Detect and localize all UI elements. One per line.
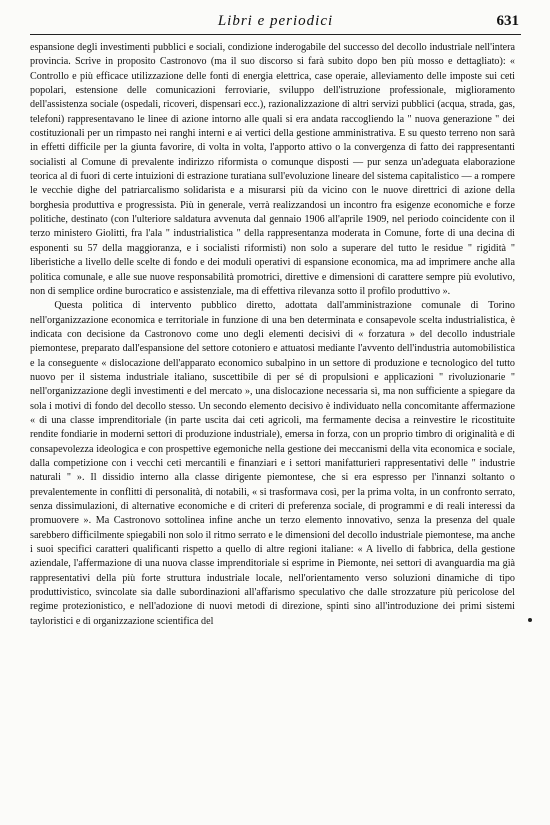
body-text	[30, 41, 515, 629]
paragraph: Questa politica di intervento pubblico diretto, adottata dall'amministrazione comunale di Torino nell'organizzazione economica e territoriale in funzione di una ben determinata e consapevole scelta industrialistica, è indicata con decisione da Castronovo come uno degli elementi decisivi di « forzatura » del decollo industriale piemontese, preparato dall'espansione del settore cotoniero e attuatosi mediante l'avvento dell'industria automobilistica e la conseguente « dislocazione dell'apparato economico subalpino in un settore di produzione e tecnologico del tutto nuovo per il sistema industriale italiano, suscettibile di per sé di propulsioni e applicazioni " rivoluzionarie " nell'organizzazione degli investimenti e del mercato », una dislocazione necessaria sì, ma non sufficiente a spiegare da sola i motivi di fondo del decollo stesso. Un secondo elemento decisivo è individuato nella concomitante affermazione « di una classe imprenditoriale (in parte uscita dai ceti agricoli, ma fermamente decisa a reinvestire le ricostituite rendite fondiarie in moderni settori di produzione industriale), emersa in forza, con un proprio timbro di originalità e di consapevolezza ideologica e con prospettive egemoniche nella gestione dei meccanismi della vita economica e sociale, dalla competizione con i vecchi ceti mercantili e finanziari e i settori manifatturieri rappresentativi delle " industrie naturali " ». Il dissidio interno alla classe dirigente piemontese, che si era espresso per l'innanzi soltanto o prevalentemente in conflitti di personalità, di notabili, « si trasformava così, per la prima volta, in un confronto serrato, senza dissimulazioni, di alternative economiche e di criteri di preferenza sociale, di programmi e di reali interessi da promuovere ». Ma Castronovo sottolinea infine anche un terzo elemento innovativo, senza la presenza del quale sarebbero difficilmente spiegabili non solo il ritmo serrato e le dimensioni del decollo industriale piemontese, ma anche i suoi specifici caratteri qualificanti rispetto a quello di altre regioni italiane: « A livello di fabbrica, della gestione aziendale, l'affermazione di una nuova classe imprenditoriale si esprime in Piemonte, nei settori di avanguardia ma già rappresentativi della più forte struttura industriale locale, nell'orientamento verso soluzioni dinamiche di tipo produttivistico, svincolate sia dalle subordinazioni all'affarismo speculativo che dalle strozzature più pericolose del regime protezionistico, e nell'adozione di nuovi metodi di direzione, spinti sino all'introduzione dei primi sistemi tayloristici e di organizzazione scientifica del	[30, 300, 515, 627]
header-title: Libri e periodici	[217, 13, 334, 29]
margin-dot-mark	[528, 618, 532, 622]
running-header	[30, 10, 521, 35]
paragraph-continued: espansione degli investimenti pubblici e sociali, condizione inderogabile del successo del decollo industriale nell'intera provincia. Scrive in proposito Castronovo (ma il suo discorso si farà subito dopo ben più mosso e dettagliato): « Controllo e più efficace utilizzazione delle fonti di energia elettrica, case operaie, alleviamento delle imposte sui ceti popolari, estensione delle comunicazioni ferroviarie, sviluppo dell'istruzione professionale, miglioramento dell'assistenza sociale (ospedali, ricoveri, dispensari ecc.), razionalizzazione di altri servizi pubblici (acqua, strada, gas, telefoni) rappresentavano le linee di azione intorno alle quali si era andata raccogliendo la " nuova generazione " dei costituzionali per un rimpasto nei ranghi interni e ai vertici della gestione amministrativa. E su questo terreno non sarà in effetti difficile per la giunta favorire, di volta in volta, l'apporto attivo o la convergenza di fatto dei rappresentanti socialisti al Comune di prevalente indirizzo riformista o comunque disposti — pur senza un'adeguata elaborazione teorica al di fuori di certe intuizioni di estrazione turatiana sull'evoluzione lineare del sistema capitalistico — a rompere le vecchie dighe del patriarcalismo solidarista e a misurarsi più da vicino con le nuove direttrici di azione della borghesia produttiva e progressista. Più in generale, verrà realizzandosi un incontro fra esigenze economiche e forze politiche, destinato (con l'ulteriore saldatura avvenuta dal gennaio 1906 all'aprile 1909, nel periodo coincidente con il terzo ministero Giolitti, fra l'ala " industrialistica " della rappresentanza moderata in Comune, forte di una decina di esponenti su 57 della maggioranza, e i socialisti riformisti) non solo a superare del tutto le residue " rigidità " liberistiche a livello delle scelte di fondo e dei moduli operativi di espansione economica, ma ad imprimere anche alla politica comunale, e alle sue nuove responsabilità promotrici, direttive e dimensioni di carattere sempre più evolutivo, non di semplice ordine burocratico e assistenziale, ma di effettiva rilevanza sotto il profilo produttivo ».	[30, 42, 515, 297]
page-number: 631	[496, 13, 519, 29]
